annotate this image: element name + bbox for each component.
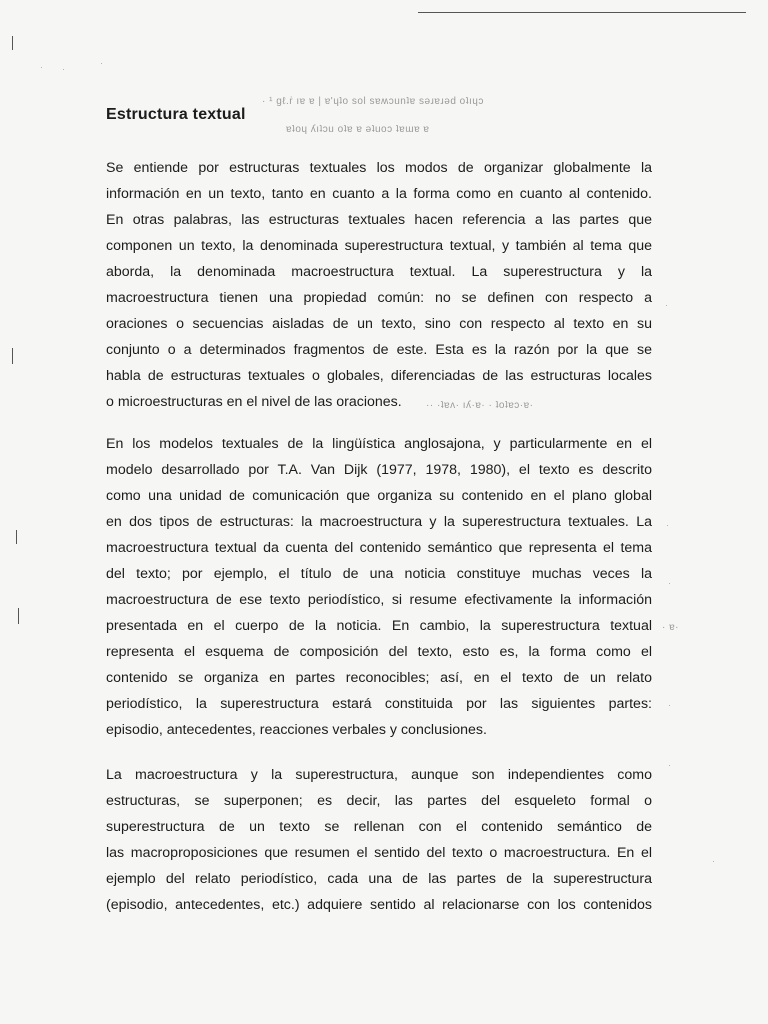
left-edge-mark (12, 36, 13, 50)
scan-speck: · (62, 64, 65, 74)
text-line: Se entiende por estructuras textuales los modos de organizar globalmente la (106, 160, 652, 176)
paragraph-1 (106, 155, 652, 415)
text-line: las macroproposiciones que resumen el sentido del texto o macroestructura. En el (106, 845, 652, 861)
text-line: modelo desarrollado por T.A. Van Dijk (1977, 1978, 1980), el texto es descrito (106, 462, 652, 478)
text-line: del texto; por ejemplo, el título de una noticia constituye muchas veces la (106, 566, 652, 582)
page-title: Estructura textual (106, 106, 246, 123)
text-line: representa el esquema de composición del texto, esto es, la forma como el (106, 644, 652, 660)
text-line: macroestructura tienen una propiedad común: no se definen con respecto a (106, 290, 652, 306)
bleed-through-text: ɐʇoɥ ʎıʇɔu oʇɐ ɐ ǝʇuoɔ ʇɐɯɐ ɐ (286, 124, 430, 135)
text-line: ejemplo del relato periodístico, cada una de las partes de la superestructura (106, 871, 652, 887)
text-line: (episodio, antecedentes, etc.) adquiere sentido al relacionarse con los contenidos (106, 897, 652, 913)
text-line: La macroestructura y la superestructura, aunque son independientes como (106, 767, 652, 783)
bleed-through-text: ·· ·ʇɐʌ· ıʎ·ɐ· · ʇoʇɐɔ·ɐ· (426, 400, 534, 411)
scan-speck: · (40, 62, 43, 72)
bleed-through-text: · ɐ· (662, 622, 679, 633)
text-line: episodio, antecedentes, reacciones verbales y conclusiones. (106, 722, 487, 738)
text-line: macroestructura de ese texto periodístico, si resume efectivamente la información (106, 592, 652, 608)
scan-speck: · (665, 300, 668, 310)
text-line: aborda, la denominada macroestructura textual. La superestructura y la (106, 264, 652, 280)
text-line: o microestructuras en el nivel de las oraciones. (106, 394, 402, 410)
text-line: componen un texto, la denominada superestructura textual, y también al tema que (106, 238, 652, 254)
text-line: oraciones o secuencias aisladas de un texto, sino con respecto al texto en su (106, 316, 652, 332)
text-line: periodístico, la superestructura estará constituida por las siguientes partes: (106, 696, 652, 712)
text-line: estructuras, se superponen; es decir, las partes del esqueleto formal o (106, 793, 652, 809)
text-line: presentada en el cuerpo de la noticia. En cambio, la superestructura textual (106, 618, 652, 634)
text-line: contenido se organiza en partes reconocibles; así, en el texto de un relato (106, 670, 652, 686)
left-edge-mark (18, 608, 19, 624)
scan-speck: · (100, 58, 103, 68)
paragraph-3 (106, 762, 652, 918)
scan-speck: · (668, 700, 671, 710)
text-line: En los modelos textuales de la lingüística anglosajona, y particularmente en el (106, 436, 652, 452)
scan-speck: · (666, 520, 669, 530)
text-line: conjunto o a determinados fragmentos de este. Esta es la razón por la que se (106, 342, 652, 358)
scan-speck: · (668, 578, 671, 588)
left-edge-mark (16, 530, 17, 544)
text-line: macroestructura textual da cuenta del contenido semántico que representa el tema (106, 540, 652, 556)
scan-speck: · (712, 856, 715, 866)
text-line: información en un texto, tanto en cuanto a la forma como en cuanto al contenido. (106, 186, 652, 202)
paragraph-2 (106, 431, 652, 743)
top-rule (418, 12, 746, 13)
bleed-through-text: · ¹ gℓ.ṙ ıɐ ɐ | ɐ'ɥʇo sol sɐʍɔunʇɐ sǝɹɐɹǝd oʇıɥɔ (262, 96, 484, 107)
scan-speck: · (668, 760, 671, 770)
text-line: En otras palabras, las estructuras textuales hacen referencia a las partes que (106, 212, 652, 228)
left-edge-mark (12, 348, 13, 364)
text-line: superestructura de un texto se rellenan con el contenido semántico de (106, 819, 652, 835)
text-line: en dos tipos de estructuras: la macroestructura y la superestructura textuales. La (106, 514, 652, 530)
text-line: como una unidad de comunicación que organiza su contenido en el plano global (106, 488, 652, 504)
text-line: habla de estructuras textuales o globales, diferenciadas de las estructuras locales (106, 368, 652, 384)
